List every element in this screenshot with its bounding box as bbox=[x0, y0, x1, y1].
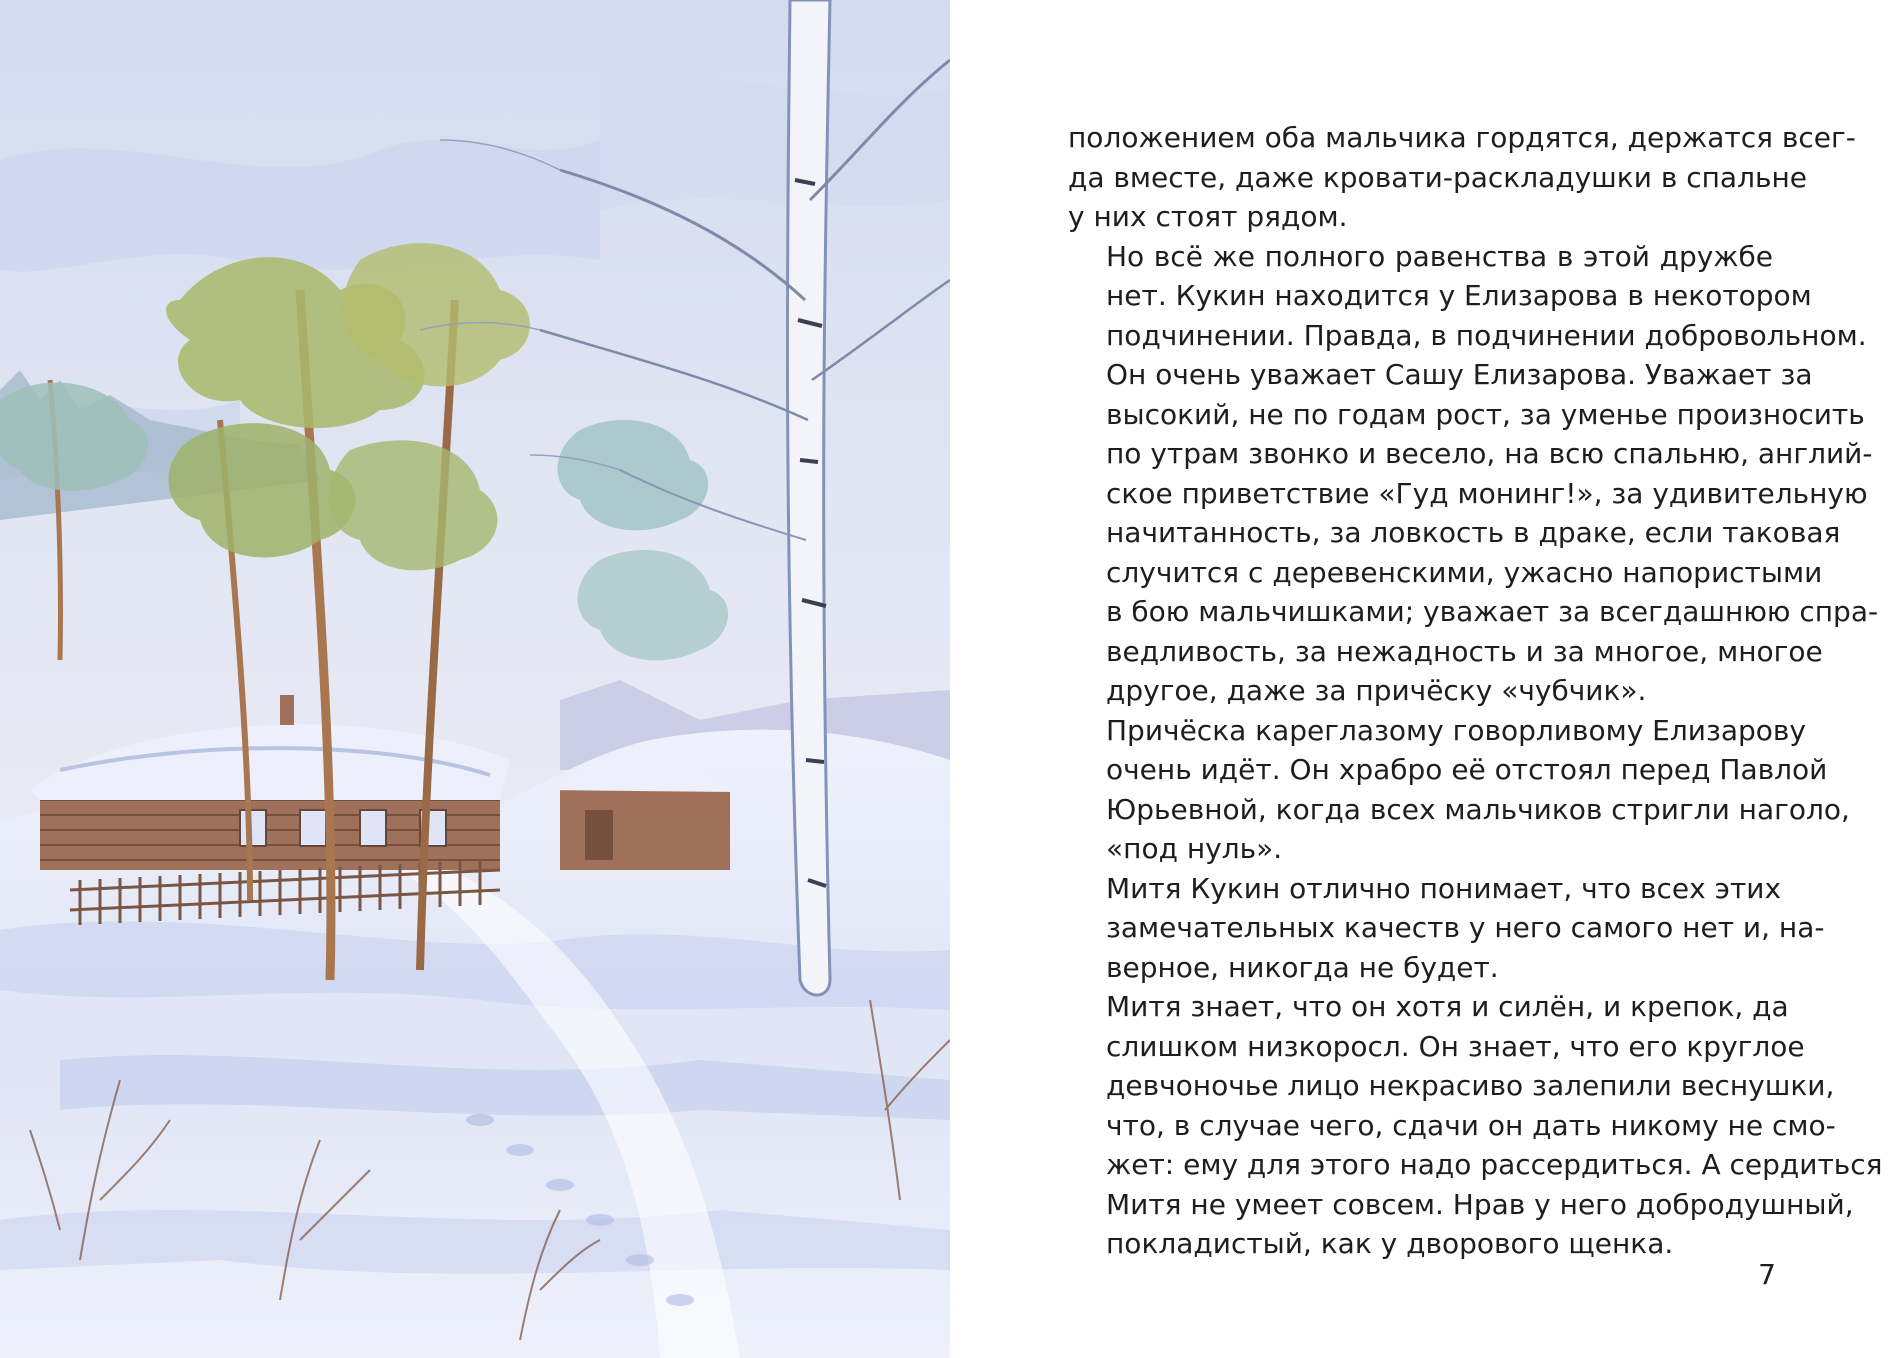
paragraph bbox=[1068, 711, 1850, 869]
text-line: слишком низкоросл. Он знает, что его круглое bbox=[1106, 1029, 1805, 1063]
text-line: покладистый, как у дворового щенка. bbox=[1106, 1227, 1674, 1260]
page-number: 7 bbox=[1758, 1258, 1776, 1291]
text-line: Юрьевной, когда всех мальчиков стригли наголо, bbox=[1106, 792, 1850, 826]
text-line: Причёска кареглазому говорливому Елизарову bbox=[1106, 713, 1806, 747]
paragraph bbox=[1068, 869, 1825, 988]
text-line: нет. Кукин находится у Елизарова в некотором bbox=[1106, 279, 1812, 312]
text-line: Он очень уважает Сашу Елизарова. Уважает за bbox=[1106, 358, 1813, 391]
text-line: да вместе, даже кровати-раскладушки в спальне bbox=[1068, 160, 1808, 194]
text-line: ведливость, за нежадность и за многое, многое bbox=[1106, 634, 1823, 668]
text-line: Но всё же полного равенства в этой дружбе bbox=[1106, 239, 1773, 273]
text-line: замечательных качеств у него самого нет и, на- bbox=[1106, 911, 1825, 944]
text-line: верное, никогда не будет. bbox=[1106, 950, 1499, 984]
text-line: у них стоят рядом. bbox=[1068, 200, 1348, 233]
text-column bbox=[1068, 118, 1883, 1264]
text-line: начитанность, за ловкость в драке, если таковая bbox=[1106, 516, 1841, 549]
paragraph bbox=[1068, 118, 1856, 237]
text-line: «под нуль». bbox=[1106, 832, 1283, 865]
text-line: Митя Кукин отлично понимает, что всех этих bbox=[1106, 871, 1782, 905]
text-line: по утрам звонко и весело, на всю спальню, англий- bbox=[1106, 437, 1873, 470]
text-line: Митя знает, что он хотя и силён, и крепок, да bbox=[1106, 990, 1789, 1023]
text-line: Митя не умеет совсем. Нрав у него добродушный, bbox=[1106, 1187, 1854, 1221]
text-line: девчоночье лицо некрасиво залепили веснушки, bbox=[1106, 1069, 1835, 1102]
text-line: в бою мальчишками; уважает за всегдашнюю спра- bbox=[1106, 595, 1879, 628]
text-line: что, в случае чего, сдачи он дать никому не смо- bbox=[1106, 1108, 1836, 1142]
text-page bbox=[950, 0, 1890, 1358]
text-line: ское приветствие «Гуд монинг!», за удивительную bbox=[1106, 476, 1868, 510]
text-line: подчинении. Правда, в подчинении добровольном. bbox=[1106, 318, 1867, 352]
paragraph bbox=[1068, 987, 1883, 1264]
text-line: другое, даже за причёску «чубчик». bbox=[1106, 674, 1647, 707]
text-line: очень идёт. Он храбро её отстоял перед Павлой bbox=[1106, 753, 1828, 786]
paragraph bbox=[1068, 237, 1879, 711]
text-line: жет: ему для этого надо рассердиться. А сердиться bbox=[1106, 1148, 1883, 1181]
text-line: положением оба мальчика гордятся, держатся всег- bbox=[1068, 121, 1856, 154]
text-line: высокий, не по годам рост, за уменье произносить bbox=[1106, 397, 1865, 431]
text-line: случится с деревенскими, ужасно напористыми bbox=[1106, 555, 1823, 589]
